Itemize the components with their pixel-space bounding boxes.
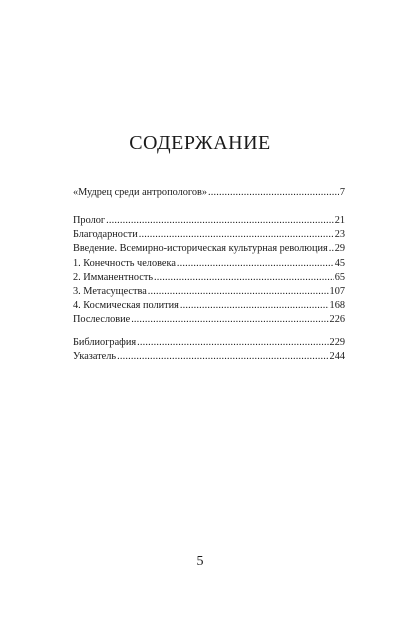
toc-entry[interactable] (73, 285, 345, 299)
toc-entry-page: 7 (339, 187, 345, 198)
dot-leader (154, 271, 334, 285)
toc-entry-label: «Мудрец среди антропологов» (73, 187, 208, 198)
toc-entry[interactable] (73, 299, 345, 313)
toc-entry-label: Пролог (73, 215, 106, 226)
toc-entry-page: 65 (334, 271, 345, 283)
toc-entry[interactable] (73, 313, 345, 327)
toc-entry-label: Благодарности (73, 229, 138, 241)
dot-leader (137, 336, 328, 350)
toc-entry-label: Послесловие (73, 314, 131, 326)
toc-entry[interactable] (73, 271, 345, 285)
dot-leader (117, 350, 328, 364)
dot-leader (131, 313, 328, 327)
toc-entry-page: 226 (329, 314, 345, 326)
toc-entry-label: 4. Космическая полития (73, 300, 179, 312)
dot-leader (329, 242, 334, 256)
dot-leader (148, 285, 329, 299)
toc-entry[interactable] (73, 228, 345, 242)
contents-title: СОДЕРЖАНИЕ (129, 132, 271, 154)
dot-leader (208, 186, 339, 200)
dot-leader (106, 214, 334, 228)
toc-entry-label: 1. Конечность человека (73, 257, 176, 269)
dot-leader (177, 257, 334, 271)
toc-entry[interactable] (73, 186, 345, 200)
toc-entry-label: Библиография (73, 337, 137, 348)
page-number: 5 (196, 554, 204, 569)
toc-group-main (73, 214, 345, 328)
toc-entry-label: 3. Метасущества (73, 285, 147, 297)
toc-group-appendix (73, 336, 345, 364)
toc-entry[interactable] (73, 257, 345, 271)
toc-entry-label: Введение. Всемирно-историческая культурная революция (73, 243, 328, 255)
toc-entry-label: 2. Имманентность (73, 271, 154, 283)
toc-entry-page: 229 (329, 337, 345, 348)
toc-entry-page: 107 (329, 285, 345, 297)
dot-leader (139, 228, 334, 242)
toc-entry[interactable] (73, 214, 345, 228)
toc-entry[interactable] (73, 242, 345, 256)
toc-entry[interactable] (73, 350, 345, 364)
toc-entry-page: 168 (329, 300, 345, 312)
toc-entry-page: 45 (334, 257, 345, 269)
toc-entry-page: 21 (334, 215, 345, 226)
toc-entry-page: 244 (329, 351, 345, 363)
toc-group-foreword (73, 186, 345, 200)
toc-entry[interactable] (73, 336, 345, 350)
toc-entry-label: Указатель (73, 351, 117, 363)
toc-entry-page: 29 (334, 243, 345, 255)
toc-entry-page: 23 (334, 229, 345, 241)
dot-leader (180, 299, 329, 313)
